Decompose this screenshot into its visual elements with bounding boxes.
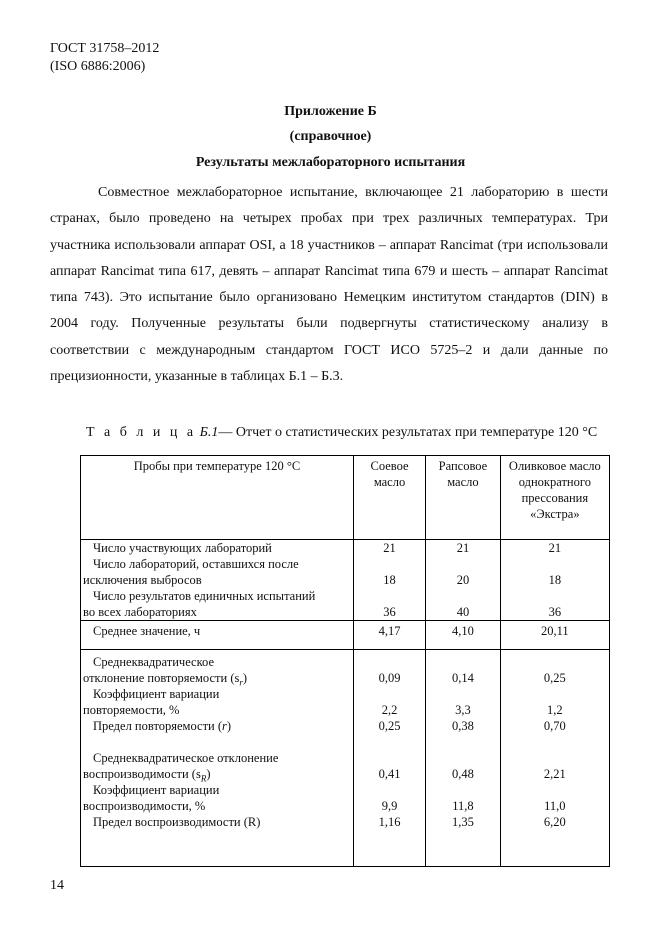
stats-soy-cell: 0,09 2,2 0,25 0,41 9,9 1,16 — [353, 650, 425, 867]
table-header-row — [81, 456, 610, 540]
stats-labels-cell: Среднеквадратическое отклонение повторяемости $(s_r)$ Коэффициент вариации повторяемости, % Предел повторяемости (r) Среднеквадратическое отклонение воспроизводимости $(s_R)$ Коэффициент вариации воспроизводимости, % Предел воспроизводимости (R) — [81, 650, 354, 867]
table-row — [81, 621, 610, 650]
mean-soy: 4,17 — [353, 621, 425, 650]
appendix-subtitle: (справочное) — [289, 129, 372, 144]
results-table — [80, 455, 610, 867]
soy-cell: 21 18 36 — [353, 540, 425, 621]
appendix-title: Приложение Б — [284, 104, 377, 119]
page-number: 14 — [50, 878, 64, 893]
table-caption: Т а б л и ц а Б.1— Отчет о статистических результатах при температуре 120 °С — [86, 425, 598, 440]
olive-cell: 21 18 36 — [500, 540, 609, 621]
col-header-soy: Соевое масло — [353, 456, 425, 540]
stats-rape-cell: 0,14 3,3 0,38 0,48 11,8 1,35 — [426, 650, 501, 867]
body-paragraph: Совместное межлабораторное испытание, включающее 21 лабораторию в шести странах, было проведено на четырех пробах при трех различных температурах. Три участника использовали аппарат OSI, а 18 участников – аппарат Rancimat (три использовали аппарат Rancimat типа 617, девять – аппарат Rancimat типа 679 и шесть – аппарат Rancimat типа 743). Это испытание было организовано Немецким институтом стандартов (DIN) в 2004 году. Полученные результаты были подвергнуты статистическому анализу в соответствии с международным стандартом ГОСТ ИСО 5725–2 и дали данные по прецизионности, указанные в таблицах Б.1 – Б.3. — [50, 185, 608, 385]
table-row — [81, 650, 610, 867]
stats-olive-cell: 0,25 1,2 0,70 2,21 11,0 6,20 — [500, 650, 609, 867]
mean-olive: 20,11 — [500, 621, 609, 650]
labels-cell: Число участвующих лабораторий Число лабораторий, оставшихся после исключения выбросов Число результатов единичных испытаний во всех лабораториях — [81, 540, 354, 621]
mean-rape: 4,10 — [426, 621, 501, 650]
mean-label: Среднее значение, ч — [81, 621, 354, 650]
document-code: ГОСТ 31758–2012 — [50, 41, 160, 56]
col-header-samples: Пробы при температуре 120 °С — [81, 456, 354, 540]
iso-code: (ISO 6886:2006) — [50, 59, 146, 74]
appendix-heading: Результаты межлабораторного испытания — [195, 155, 466, 170]
rape-cell: 21 20 40 — [426, 540, 501, 621]
table-row — [81, 540, 610, 621]
col-header-rape: Рапсовое масло — [426, 456, 501, 540]
col-header-olive: Оливковое масло однократного прессования «Экстра» — [500, 456, 609, 540]
